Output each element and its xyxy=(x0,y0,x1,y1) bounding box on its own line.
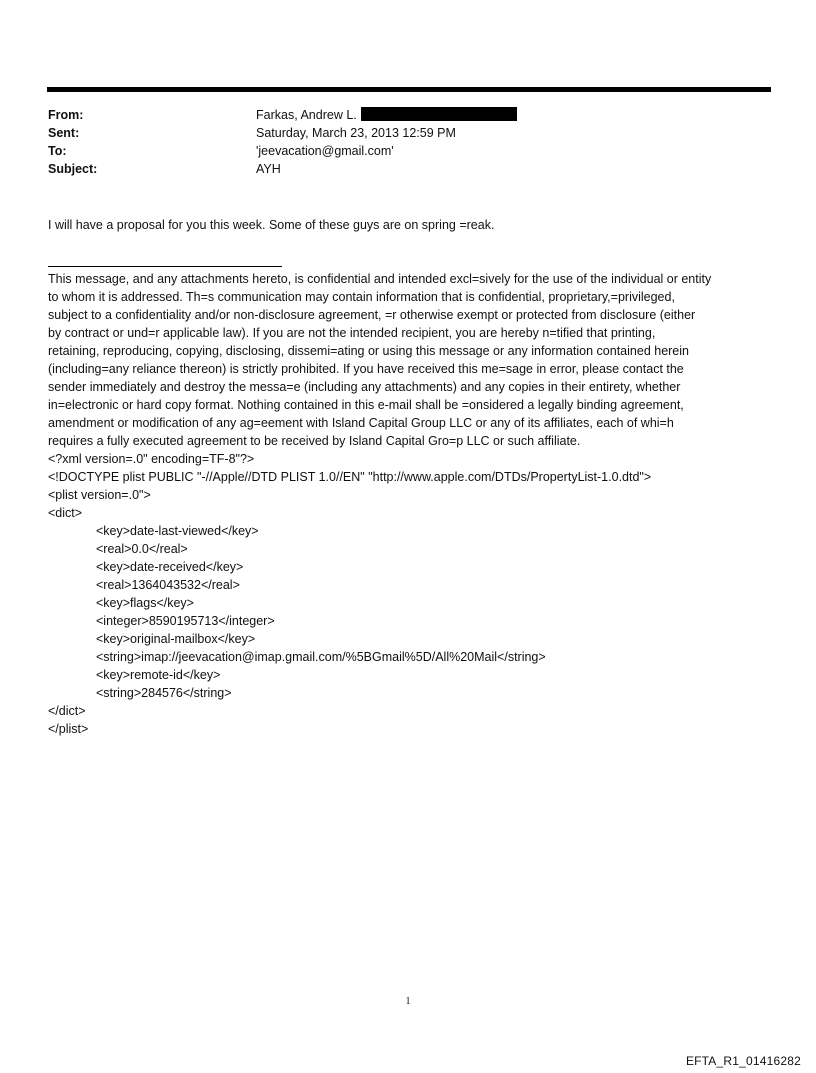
disclaimer-line: This message, and any attachments hereto, is confidential and intended excl=sively for the use of the individual or entity xyxy=(48,272,712,286)
disclaimer-line: (including=any reliance thereon) is strictly prohibited. If you have received this me=sage in error, please contact the xyxy=(48,362,684,376)
subject-label: Subject: xyxy=(48,162,98,176)
disclaimer-line: retaining, reproducing, copying, disclosing, dissemi=ating or using this message or any information contained herein xyxy=(48,344,689,358)
top-divider xyxy=(47,87,771,92)
dict-open-tag: <dict> xyxy=(48,506,83,520)
subject-value: AYH xyxy=(256,162,281,176)
signature-divider xyxy=(48,266,282,267)
disclaimer-line: by contract or und=r applicable law). If you are not the intended recipient, you are hereby n=tified that printing, xyxy=(48,326,656,340)
from-value xyxy=(256,106,768,124)
xml-declaration: <?xml version=.0" encoding=TF-8"?> xyxy=(48,452,255,466)
plist-open-tag: <plist version=.0"> xyxy=(48,488,151,502)
disclaimer-line: in=electronic or hard copy format. Nothing contained in this e-mail shall be =onsidered a legally binding agreement, xyxy=(48,398,684,412)
page-number: 1 xyxy=(405,996,411,1007)
disclaimer-line: sender immediately and destroy the messa=e (including any attachments) and any copies in their entirety, whether xyxy=(48,380,681,394)
plist-entry: <real>0.0</real> xyxy=(96,542,188,556)
from-label: From: xyxy=(48,108,84,122)
plist-entry: <key>original-mailbox</key> xyxy=(96,632,256,646)
plist-block xyxy=(48,450,778,738)
sent-row xyxy=(48,124,768,142)
to-value: 'jeevacation@gmail.com' xyxy=(256,144,394,158)
disclaimer-line: amendment or modification of any ag=eement with Island Capital Group LLC or any of its affiliates, each of whi=h xyxy=(48,416,674,430)
plist-entry: <integer>8590195713</integer> xyxy=(96,614,275,628)
subject-row xyxy=(48,160,768,178)
plist-close-tag: </plist> xyxy=(48,722,89,736)
from-row xyxy=(48,106,768,124)
plist-entry: <key>remote-id</key> xyxy=(96,668,221,682)
disclaimer-line: requires a fully executed agreement to be received by Island Capital Gro=p LLC or such affiliate. xyxy=(48,434,581,448)
plist-entry: <string>284576</string> xyxy=(96,686,232,700)
disclaimer-block xyxy=(48,270,778,738)
plist-entry: <real>1364043532</real> xyxy=(96,578,240,592)
from-name: Farkas, Andrew L. xyxy=(256,108,357,122)
disclaimer-line: to whom it is addressed. Th=s communication may contain information that is confidential, proprietary,=privileged, xyxy=(48,290,675,304)
plist-entry: <key>flags</key> xyxy=(96,596,194,610)
disclaimer-line: subject to a confidentiality and/or non-disclosure agreement, =r otherwise exempt or protected from disclosure (either xyxy=(48,308,696,322)
plist-entry: <string>imap://jeevacation@imap.gmail.com/%5BGmail%5D/All%20Mail</string> xyxy=(96,650,546,664)
sent-label: Sent: xyxy=(48,126,80,140)
message-body: I will have a proposal for you this week. Some of these guys are on spring =reak. xyxy=(48,218,495,232)
email-header xyxy=(48,106,768,178)
to-row xyxy=(48,142,768,160)
to-label: To: xyxy=(48,144,67,158)
plist-entry: <key>date-received</key> xyxy=(96,560,244,574)
doctype-line: <!DOCTYPE plist PUBLIC "-//Apple//DTD PLIST 1.0//EN" "http://www.apple.com/DTDs/PropertyList-1.0.dtd"> xyxy=(48,470,652,484)
document-id: EFTA_R1_01416282 xyxy=(685,1054,801,1068)
sent-value: Saturday, March 23, 2013 12:59 PM xyxy=(256,126,456,140)
plist-entry: <key>date-last-viewed</key> xyxy=(96,524,259,538)
redaction-block xyxy=(361,107,517,121)
dict-close-tag: </dict> xyxy=(48,704,86,718)
